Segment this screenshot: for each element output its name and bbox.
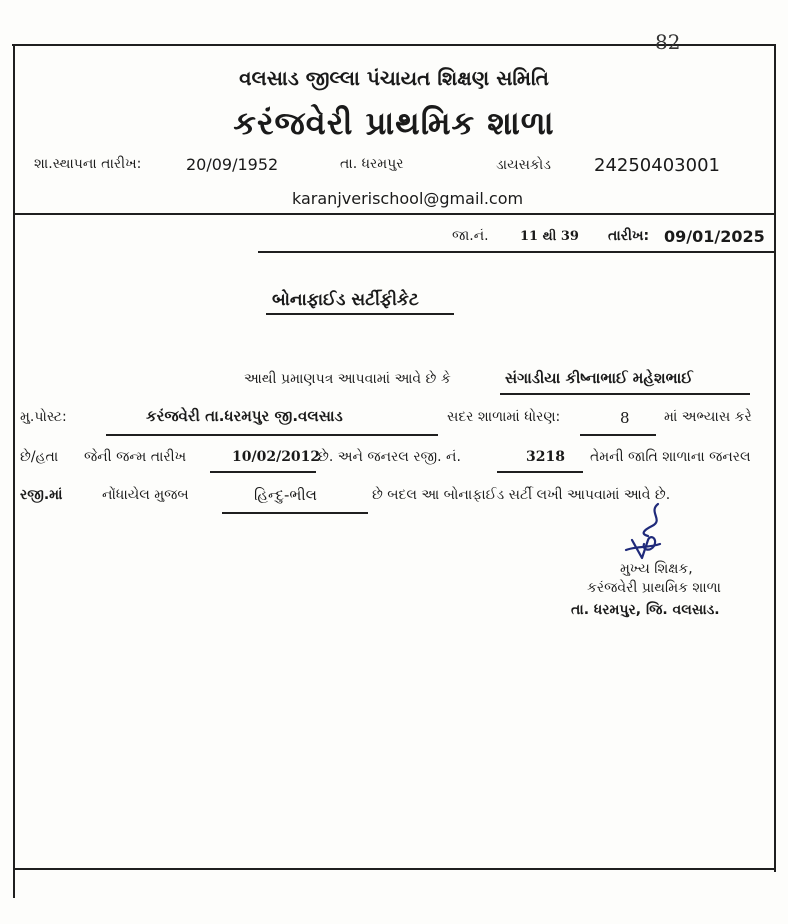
- outward-underline: [505, 251, 591, 253]
- certificate-title: બોનાફાઈડ સર્ટીફીકેટ: [272, 290, 419, 310]
- caste-underline: [222, 512, 368, 514]
- frame-left-line: [13, 46, 15, 898]
- dob-label: જેની જન્મ તારીખ: [84, 449, 187, 465]
- school-name: કરંજવેરી પ્રાથમિક શાળા: [233, 104, 555, 142]
- page-number: 82: [655, 30, 681, 54]
- frame-right-line: [774, 44, 776, 872]
- outward-value: 11 થી 39: [520, 229, 579, 244]
- established-date: 20/09/1952: [186, 155, 279, 174]
- dise-code: 24250403001: [594, 155, 720, 176]
- studying-text: માં અભ્યાસ કરે: [664, 409, 752, 425]
- gr-underline: [497, 471, 583, 473]
- title-underline: [266, 313, 454, 315]
- outward-label: જા.નં.: [452, 228, 489, 244]
- address-value: કરંજવેરી તા.ધરમપુર જી.વલસાડ: [146, 407, 343, 425]
- student-name: સંગાડીયા કીષ્નાભાઈ મહેશભાઈ: [505, 369, 693, 387]
- dob-value: 10/02/2012: [232, 449, 321, 465]
- dise-label: ડાયસકોડ: [496, 157, 551, 173]
- was-label: છે/હતા: [20, 449, 59, 465]
- standard-underline: [580, 434, 656, 436]
- signatory-designation: મુખ્ય શિક્ષક,: [620, 561, 693, 577]
- signatory-location: તા. ધરમપુર, જિ. વલસાડ.: [571, 602, 720, 618]
- caste-value: હિન્દુ-ભીલ: [254, 486, 317, 504]
- school-email: karanjverischool@gmail.com: [292, 189, 524, 208]
- closing-text: છે બદલ આ બોનાફાઈડ સર્ટી લખી આપવામાં આવે છે.: [372, 487, 671, 503]
- header-divider: [14, 213, 776, 215]
- signatory-school: કરંજવેરી પ્રાથમિક શાળા: [587, 580, 721, 596]
- gr-label: છે. અને જનરલ રજી. નં.: [318, 449, 461, 465]
- gr-value: 3218: [526, 449, 565, 465]
- standard-value: 8: [620, 409, 630, 427]
- intro-text: આથી પ્રમાણપત્ર આપવામાં આવે છે કે: [244, 371, 451, 387]
- address-label: મુ.પોસ્ટ:: [20, 409, 67, 425]
- register-label: રજી.માં: [20, 487, 63, 503]
- district-committee: વલસાડ જીલ્લા પંચાયત શિક્ષણ સમિતિ: [239, 66, 549, 90]
- date-value: 09/01/2025: [664, 227, 765, 246]
- recorded-label: નોંધાયેલ મુજબ: [102, 487, 189, 503]
- dob-underline: [210, 471, 316, 473]
- taluka: તા. ધરમપુર: [340, 156, 404, 172]
- established-label: શા.સ્થાપના તારીખ:: [34, 156, 142, 172]
- standard-label: સદર શાળામાં ધોરણ:: [447, 409, 561, 425]
- address-underline: [106, 434, 438, 436]
- signature-scribble: [618, 500, 672, 562]
- student-name-underline: [500, 393, 750, 395]
- caste-label: તેમની જાતિ શાળાના જનરલ: [590, 449, 751, 465]
- date-label: તારીખ:: [608, 228, 650, 244]
- frame-bottom-line: [15, 868, 775, 870]
